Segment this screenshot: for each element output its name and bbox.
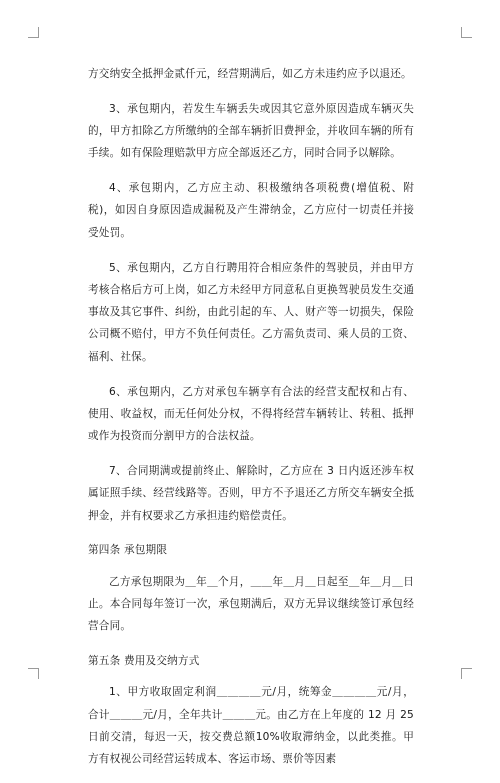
paragraph-clause-3: 3、承包期内，若发生车辆丢失或因其它意外原因造成车辆灭失的，甲方扣除乙方所缴纳的全部车辆折旧费押金，并收回车辆的所有手续。如有保险理赔款甲方应全部返还乙方，同时合同予以解除。 — [88, 102, 414, 160]
paragraph-contract-term: 乙方承包期限为＿年＿个月，＿＿年＿月＿日起至＿年＿月＿日止。本合同每年签订一次，承包期满后，双方无异议继续签订承包经营合同。 — [88, 575, 414, 633]
paragraph-clause-7: 7、合同期满或提前终止、解除时，乙方应在 3 日内返还涉车权属证照手续、经营线路等。否则，甲方不予退还乙方所交车辆安全抵押金，并有权要求乙方承担违约赔偿责任。 — [88, 464, 414, 522]
paragraph-clause-6: 6、承包期内，乙方对承包车辆享有合法的经营支配权和占有、使用、收益权，而无任何处分权，不得将经营车辆转让、转租、抵押或作为投资而分割甲方的合法权益。 — [88, 385, 414, 443]
paragraph-clause-5: 5、承包期内，乙方自行聘用符合相应条件的驾驶员，并由甲方考核合格后方可上岗，如乙方未经甲方同意私自更换驾驶员发生交通事故及其它事件、纠纷，由此引起的车、人、财产等一切损失，保险公司概不赔付，甲方不负任何责任。乙方需负责司、乘人员的工资、福利、社保。 — [88, 261, 414, 363]
paragraph-clause-4: 4、承包期内，乙方应主动、积极缴纳各项税费(增值税、附税)，如因自身原因造成漏税及产生滞纳金，乙方应付一切责任并接受处罚。 — [88, 182, 414, 239]
crop-mark-bottom-right — [461, 668, 472, 679]
crop-mark-top-left — [28, 27, 39, 38]
paragraph-continuation: 方交纳安全抵押金贰仟元，经营期满后，如乙方未违约应予以退还。 — [88, 68, 412, 80]
section-heading-article-5: 第五条 费用及交纳方式 — [88, 655, 200, 668]
crop-mark-bottom-left — [28, 668, 39, 679]
section-heading-article-4: 第四条 承包期限 — [88, 544, 168, 557]
document-body — [88, 64, 414, 783]
paragraph-fees: 1、甲方收取固定利润＿＿＿＿元/月，统筹金＿＿＿＿元/月，合计＿＿＿元/月，全年共计＿＿＿元。由乙方在上年度的 12 月 25 日前交清，每迟一天，按交费总额10%收取滞纳金，以此类推。甲方有权视公司经营运转成本、客运市场、票价等因素 — [88, 686, 414, 766]
crop-mark-top-right — [461, 27, 472, 38]
